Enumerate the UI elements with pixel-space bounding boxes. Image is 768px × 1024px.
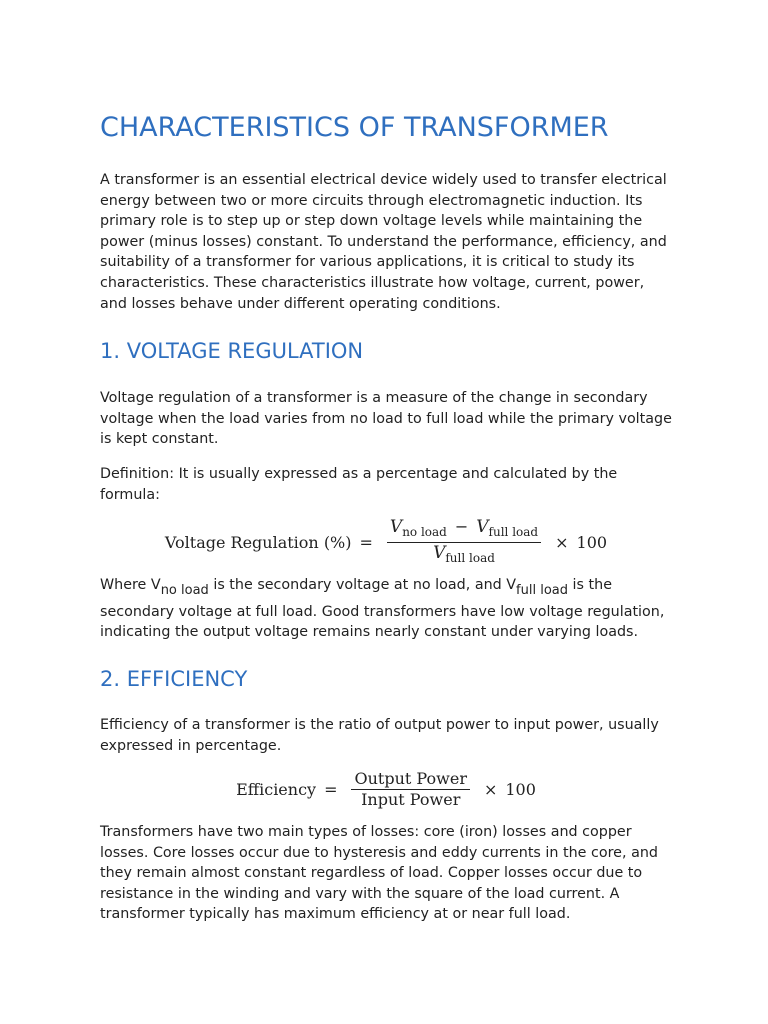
page-title: CHARACTERISTICS OF TRANSFORMER bbox=[100, 112, 609, 143]
where-text-3: is the secondary voltage at full load. Good transformers have low voltage regulation, indicating the output voltage remains nearly constant under varying loads. bbox=[100, 577, 665, 641]
where-subscript-full-load: full load bbox=[516, 583, 569, 599]
section-heading-efficiency: 2. EFFICIENCY bbox=[100, 666, 248, 691]
definition-label: Definition: bbox=[100, 465, 175, 482]
formula-sub-no-load: no load bbox=[402, 524, 447, 539]
formula-fraction bbox=[351, 769, 469, 810]
where-text-1: Where V bbox=[100, 577, 161, 594]
where-paragraph bbox=[100, 575, 672, 643]
formula-equals: = bbox=[324, 779, 338, 799]
formula-multiplier: 100 bbox=[505, 779, 536, 799]
formula-fraction bbox=[387, 517, 541, 568]
formula-var-v: V bbox=[476, 516, 489, 537]
formula-denominator bbox=[430, 543, 498, 568]
intro-paragraph: A transformer is an essential electrical device widely used to transfer electrical energy between two or more circuits through electromagnetic induction. Its primary role is to step up or step down voltage levels while maintaining the power (minus losses) constant. To understand the performance, efficiency, and suitability of a transformer for various applications, it is critical to study its characteristics. These characteristics illustrate how voltage, current, power, and losses behave under different operating conditions. bbox=[100, 172, 667, 312]
formula-sub-full-load: full load bbox=[445, 550, 495, 565]
voltage-regulation-paragraph: Voltage regulation of a transformer is a measure of the change in secondary voltage when the load varies from no load to full load while the primary voltage is kept constant. bbox=[100, 390, 672, 448]
formula-multiplier: 100 bbox=[576, 532, 608, 552]
voltage-regulation-formula bbox=[100, 517, 672, 567]
efficiency-formula bbox=[100, 764, 672, 814]
formula-lhs: Voltage Regulation (%) bbox=[164, 532, 352, 552]
efficiency-paragraph: Efficiency of a transformer is the ratio of output power to input power, usually expressed in percentage. bbox=[100, 716, 659, 754]
formula-var-v: V bbox=[389, 516, 403, 537]
section-heading-voltage-regulation: 1. VOLTAGE REGULATION bbox=[100, 339, 364, 364]
formula-denominator: Input Power bbox=[361, 789, 461, 809]
formula-sub-full-load: full load bbox=[488, 524, 539, 539]
formula-numerator: Output Power bbox=[354, 768, 467, 788]
formula-times: × bbox=[483, 779, 498, 799]
definition-paragraph bbox=[100, 464, 672, 505]
formula-equals: = bbox=[359, 532, 373, 552]
formula-lhs: Efficiency bbox=[236, 779, 317, 799]
document-page bbox=[100, 110, 672, 925]
definition-text: It is usually expressed as a percentage and calculated by the formula: bbox=[100, 465, 618, 503]
formula-times: × bbox=[555, 532, 569, 552]
formula-minus: − bbox=[454, 516, 469, 536]
losses-paragraph: Transformers have two main types of losses: core (iron) losses and copper losses. Core losses occur due to hysteresis and eddy currents in the core, and they remain almost constant regardless of load. Copper losses occur due to resistance in the winding and vary with the square of the load current. A transformer typically has maximum efficiency at or near full load. bbox=[100, 824, 658, 923]
where-text-2: is the secondary voltage at no load, and V bbox=[208, 577, 517, 594]
formula-var-v: V bbox=[433, 542, 446, 563]
where-subscript-no-load: no load bbox=[160, 583, 209, 599]
formula-numerator bbox=[387, 517, 541, 542]
